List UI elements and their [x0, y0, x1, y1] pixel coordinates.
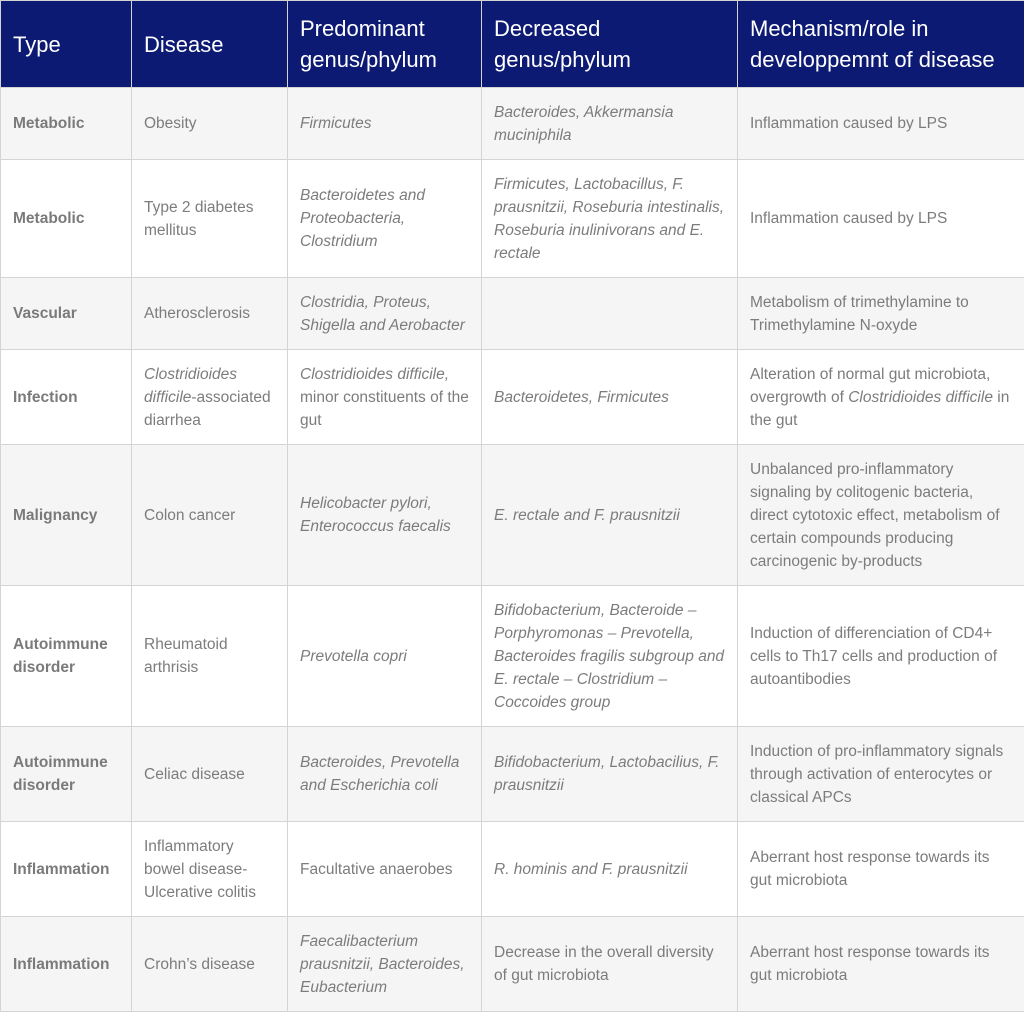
predominant-italic-text: Clostridioides difficile,: [300, 365, 450, 383]
header-predominant: Predominant genus/phylum: [288, 1, 482, 88]
mechanism-cell: Induction of differenciation of CD4+ cells to Th17 cells and production of autoantibodies: [738, 586, 1024, 727]
predominant-rest-text: minor constituents of the gut: [300, 388, 469, 429]
mechanism-post-text: in the gut: [750, 388, 1010, 429]
mechanism-italic-text: Clostridioides difficile: [848, 388, 993, 406]
disease-cell: Colon cancer: [132, 445, 288, 586]
table-header-row: [1, 1, 1024, 88]
disease-italic-text: Clostridioides difficile: [144, 365, 238, 406]
predominant-cell: Helicobacter pylori, Enterococcus faecalis: [288, 445, 482, 586]
header-disease: Disease: [132, 1, 288, 88]
table-row: [1, 727, 1024, 822]
type-cell: Infection: [1, 350, 132, 445]
disease-rest-text: -associated diarrhea: [144, 388, 271, 429]
disease-cell: Inflammatory bowel disease-Ulcerative colitis: [132, 822, 288, 917]
table-row: [1, 278, 1024, 350]
table-row: [1, 822, 1024, 917]
mechanism-cell: [738, 350, 1024, 445]
type-cell: Metabolic: [1, 88, 132, 160]
predominant-cell: Bacteroides, Prevotella and Escherichia coli: [288, 727, 482, 822]
table-row: [1, 445, 1024, 586]
header-type: Type: [1, 1, 132, 88]
mechanism-cell: Aberrant host response towards its gut microbiota: [738, 917, 1024, 1012]
predominant-cell: Bacteroidetes and Proteobacteria, Clostridium: [288, 160, 482, 278]
predominant-cell: Clostridia, Proteus, Shigella and Aerobacter: [288, 278, 482, 350]
header-mechanism: Mechanism/role in developpemnt of disease: [738, 1, 1024, 88]
table-row: [1, 350, 1024, 445]
disease-cell: Celiac disease: [132, 727, 288, 822]
decreased-cell: [482, 278, 738, 350]
type-cell: Inflammation: [1, 917, 132, 1012]
type-cell: Autoimmune disorder: [1, 586, 132, 727]
table-row: [1, 917, 1024, 1012]
mechanism-cell: Induction of pro-inflammatory signals through activation of enterocytes or classical APCs: [738, 727, 1024, 822]
predominant-cell: Firmicutes: [288, 88, 482, 160]
disease-cell: Rheumatoid arthrisis: [132, 586, 288, 727]
mechanism-cell: Metabolism of trimethylamine to Trimethylamine N-oxyde: [738, 278, 1024, 350]
mechanism-cell: Inflammation caused by LPS: [738, 160, 1024, 278]
type-cell: Autoimmune disorder: [1, 727, 132, 822]
header-decreased: Decreased genus/phylum: [482, 1, 738, 88]
predominant-cell: [288, 350, 482, 445]
disease-cell: Atherosclerosis: [132, 278, 288, 350]
table-row: [1, 88, 1024, 160]
mechanism-cell: Aberrant host response towards its gut microbiota: [738, 822, 1024, 917]
mechanism-cell: Unbalanced pro-inflammatory signaling by colitogenic bacteria, direct cytotoxic effect, metabolism of certain compounds producing carcinogenic by-products: [738, 445, 1024, 586]
disease-cell: Crohn’s disease: [132, 917, 288, 1012]
type-cell: Malignancy: [1, 445, 132, 586]
predominant-cell: Prevotella copri: [288, 586, 482, 727]
type-cell: Vascular: [1, 278, 132, 350]
mechanism-pre-text: Alteration of normal gut microbiota, overgrowth of: [750, 365, 991, 406]
predominant-cell: Facultative anaerobes: [288, 822, 482, 917]
decreased-cell: Bacteroides, Akkermansia muciniphila: [482, 88, 738, 160]
disease-cell: Type 2 diabetes mellitus: [132, 160, 288, 278]
decreased-cell: Decrease in the overall diversity of gut microbiota: [482, 917, 738, 1012]
disease-cell: Obesity: [132, 88, 288, 160]
predominant-cell: Faecalibacterium prausnitzii, Bacteroides, Eubacterium: [288, 917, 482, 1012]
mechanism-cell: Inflammation caused by LPS: [738, 88, 1024, 160]
table-row: [1, 160, 1024, 278]
decreased-cell: Bifidobacterium, Bacteroide – Porphyromonas – Prevotella, Bacteroides fragilis subgroup and E. rectale – Clostridium – Coccoides group: [482, 586, 738, 727]
table-row: [1, 586, 1024, 727]
type-cell: Metabolic: [1, 160, 132, 278]
decreased-cell: Firmicutes, Lactobacillus, F. prausnitzii, Roseburia intestinalis, Roseburia inulinivorans and E. rectale: [482, 160, 738, 278]
decreased-cell: R. hominis and F. prausnitzii: [482, 822, 738, 917]
disease-cell: [132, 350, 288, 445]
type-cell: Inflammation: [1, 822, 132, 917]
decreased-cell: E. rectale and F. prausnitzii: [482, 445, 738, 586]
decreased-cell: Bacteroidetes, Firmicutes: [482, 350, 738, 445]
decreased-cell: Bifidobacterium, Lactobacilius, F. prausnitzii: [482, 727, 738, 822]
